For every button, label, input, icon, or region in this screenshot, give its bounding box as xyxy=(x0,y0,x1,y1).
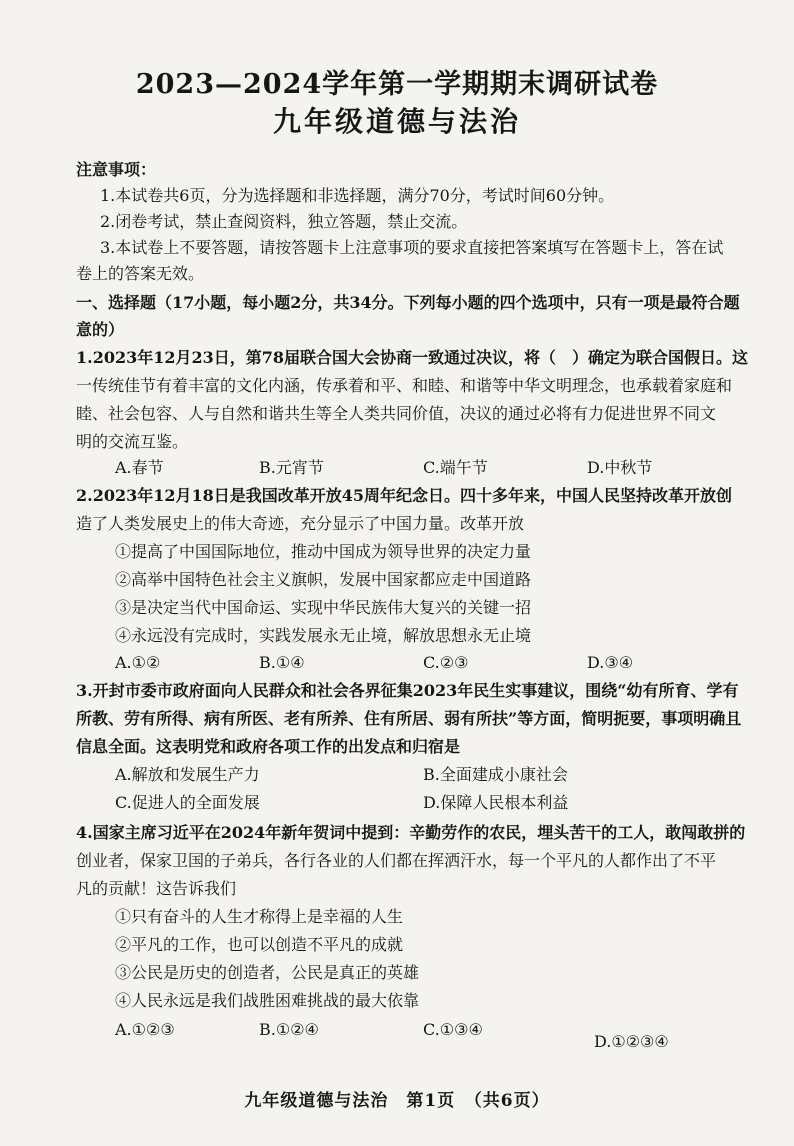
note-3: 3.本试卷上不要答题，请按答题卡上注意事项的要求直接把答案填写在答题卡上，答在试 xyxy=(100,238,724,257)
notes-heading: 注意事项： xyxy=(76,160,157,179)
exam-subject: 九年级道德与法治 xyxy=(272,105,521,138)
q4-option-a: A.①②③ xyxy=(115,1020,175,1039)
q3-option-c: C.促进人的全面发展 xyxy=(115,793,260,812)
question-3-line: 3.开封市委市政府面向人民群众和社会各界征集2023年民生实事建议，围绕“幼有所育、学有 xyxy=(76,681,739,700)
q2-statement-1: ①提高了中国国际地位，推动中国成为领导世界的决定力量 xyxy=(115,542,532,561)
question-4-line: 凡的贡献！这告诉我们 xyxy=(76,879,237,898)
q2-option-a: A.①② xyxy=(115,653,161,672)
q4-option-d: D.①②③④ xyxy=(594,1032,669,1051)
question-3-line: 所教、劳有所得、病有所医、老有所养、住有所居、弱有所扶”等方面，简明扼要，事项明确且 xyxy=(76,709,742,728)
q4-option-b: B.①②④ xyxy=(259,1020,319,1039)
q3-option-d: D.保障人民根本利益 xyxy=(423,793,569,812)
q2-option-d: D.③④ xyxy=(587,653,634,672)
q2-option-b: B.①④ xyxy=(259,653,305,672)
question-1-line: 一传统佳节有着丰富的文化内涵，传承着和平、和睦、和谐等中华文明理念，也承载着家庭和 xyxy=(76,376,733,395)
question-1-line: 1.2023年12月23日，第78届联合国大会协商一致通过决议，将（ ）确定为联合国假日。这 xyxy=(76,348,749,367)
question-4-line: 4.国家主席习近平在2024年新年贺词中提到：辛勤劳作的农民，埋头苦干的工人，敢闯敢拼的 xyxy=(76,823,746,842)
q1-option-b: B.元宵节 xyxy=(259,458,324,477)
question-1-line: 睦、社会包容、人与自然和谐共生等全人类共同价值，决议的通过必将有力促进世界不同文 xyxy=(76,404,717,423)
question-2-line: 2.2023年12月18日是我国改革开放45周年纪念日。四十多年来，中国人民坚持改革开放创 xyxy=(76,486,733,505)
q4-statement-2: ②平凡的工作，也可以创造不平凡的成就 xyxy=(115,935,404,954)
q3-option-b: B.全面建成小康社会 xyxy=(423,765,568,784)
q1-option-c: C.端午节 xyxy=(423,458,488,477)
question-1-line: 明的交流互鉴。 xyxy=(76,432,189,451)
q1-option-a: A.春节 xyxy=(115,458,164,477)
q2-statement-4: ④永远没有完成时，实践发展永无止境，解放思想永无止境 xyxy=(115,626,532,645)
q3-option-a: A.解放和发展生产力 xyxy=(115,765,260,784)
q1-option-d: D.中秋节 xyxy=(587,458,653,477)
section-heading-cont: 意的） xyxy=(76,320,125,339)
q4-option-c: C.①③④ xyxy=(423,1020,483,1039)
q4-statement-4: ④人民永远是我们战胜困难挑战的最大依靠 xyxy=(115,991,420,1010)
q4-statement-3: ③公民是历史的创造者，公民是真正的英雄 xyxy=(115,963,420,982)
question-3-line: 信息全面。这表明党和政府各项工作的出发点和归宿是 xyxy=(76,737,461,756)
q2-statement-2: ②高举中国特色社会主义旗帜，发展中国家都应走中国道路 xyxy=(115,570,532,589)
note-1: 1.本试卷共6页，分为选择题和非选择题，满分70分，考试时间60分钟。 xyxy=(100,186,615,205)
q2-option-c: C.②③ xyxy=(423,653,469,672)
page-footer: 九年级道德与法治 第1页 （共6页） xyxy=(244,1091,550,1111)
note-3-cont: 卷上的答案无效。 xyxy=(76,264,205,283)
section-heading: 一、选择题（17小题，每小题2分，共34分。下列每小题的四个选项中，只有一项是最符合题 xyxy=(76,293,740,312)
q4-statement-1: ①只有奋斗的人生才称得上是幸福的人生 xyxy=(115,907,404,926)
question-4-line: 创业者，保家卫国的子弟兵，各行各业的人们都在挥洒汗水，每一个平凡的人都作出了不平 xyxy=(76,851,717,870)
exam-title: 2023—2024学年第一学期期末调研试卷 xyxy=(135,69,659,100)
note-2: 2.闭卷考试，禁止查阅资料，独立答题，禁止交流。 xyxy=(100,212,468,231)
q2-statement-3: ③是决定当代中国命运、实现中华民族伟大复兴的关键一招 xyxy=(115,598,532,617)
question-2-line: 造了人类发展史上的伟大奇迹，充分显示了中国力量。改革开放 xyxy=(76,514,525,533)
